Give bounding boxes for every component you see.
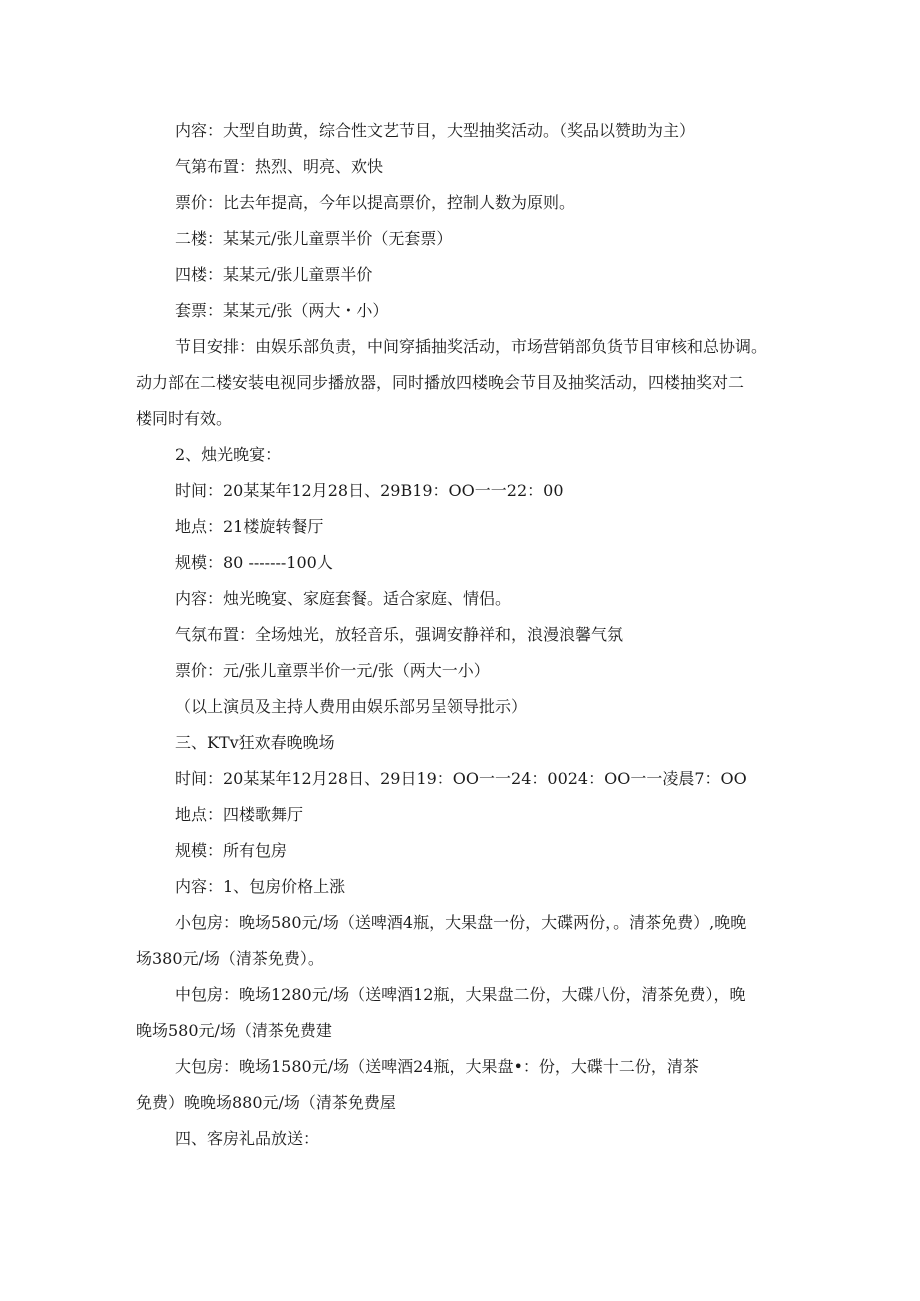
line-large-room-cont: 免费）晚晚场880元/场（清茶免费屋 [136,1093,396,1112]
line-time-ktv: 时间：20某某年12月28日、29日19：OO一一24：0024：OO一一凌晨7：OO [175,769,747,788]
section-heading-candlelight: 2、烛光晚宴： [175,445,282,464]
line-location-ktv: 地点：四楼歌舞厅 [175,805,304,824]
line-medium-room-cont: 晚场580元/场（清茶免费建 [136,1021,332,1040]
line-atmosphere: 气第布置：热烈、明亮、欢快 [175,157,384,176]
line-small-room-cont: 场380元/场（清茶免费）。 [136,949,324,968]
line-time: 时间：20某某年12月28日、29B19：OO一一22：00 [175,481,564,500]
line-scale: 规模：80 -------100人 [175,553,333,572]
line-ticket-price: 票价：比去年提高，今年以提高票价，控制人数为原则。 [175,193,576,212]
line-small-room: 小包房：晚场580元/场（送啤酒4瓶，大果盘一份，大碟两份，。清茶免费）,晚晚 [175,913,747,932]
line-large-room: 大包房：晚场1580元/场（送啤酒24瓶，大果盘•：份，大碟十二份，清茶 [175,1057,699,1076]
line-program-arrangement-cont: 动力部在二楼安装电视同步播放器，同时播放四楼晚会节目及抽奖活动，四楼抽奖对二 [136,373,745,392]
line-atmosphere-dinner: 气氛布置：全场烛光，放轻音乐，强调安静祥和，浪漫浪馨气氛 [175,625,624,644]
line-program-arrangement-end: 楼同时有效。 [136,409,233,428]
section-heading-ktv: 三、KTv狂欢春晚晚场 [175,733,335,752]
line-scale-ktv: 规模：所有包房 [175,841,288,860]
line-content-dinner: 内容：烛光晚宴、家庭套餐。适合家庭、情侣。 [175,589,512,608]
line-content: 内容：大型自助黄，综合性文艺节目，大型抽奖活动。（奖品以赞助为主） [175,121,696,140]
line-second-floor: 二楼：某某元/张儿童票半价（无套票） [175,229,453,248]
line-note: （以上演员及主持人费用由娱乐部另呈领导批示） [175,697,528,716]
line-medium-room: 中包房：晚场1280元/场（送啤酒12瓶，大果盘二份，大碟八份，清茶免费），晚 [175,985,746,1004]
line-package-ticket: 套票：某某元/张（两大・小） [175,301,389,320]
line-ticket-dinner: 票价：元/张儿童票半价一元/张（两大一小） [175,661,490,680]
line-program-arrangement: 节目安排：由娱乐部负责，中间穿插抽奖活动，市场营销部负货节目审核和总协调。 [175,337,768,356]
section-heading-gifts: 四、客房礼品放送： [175,1129,320,1148]
line-fourth-floor: 四楼：某某元/张儿童票半价 [175,265,373,284]
line-location: 地点：21楼旋转餐厅 [175,517,324,536]
line-content-ktv: 内容：1、包房价格上涨 [175,877,346,896]
